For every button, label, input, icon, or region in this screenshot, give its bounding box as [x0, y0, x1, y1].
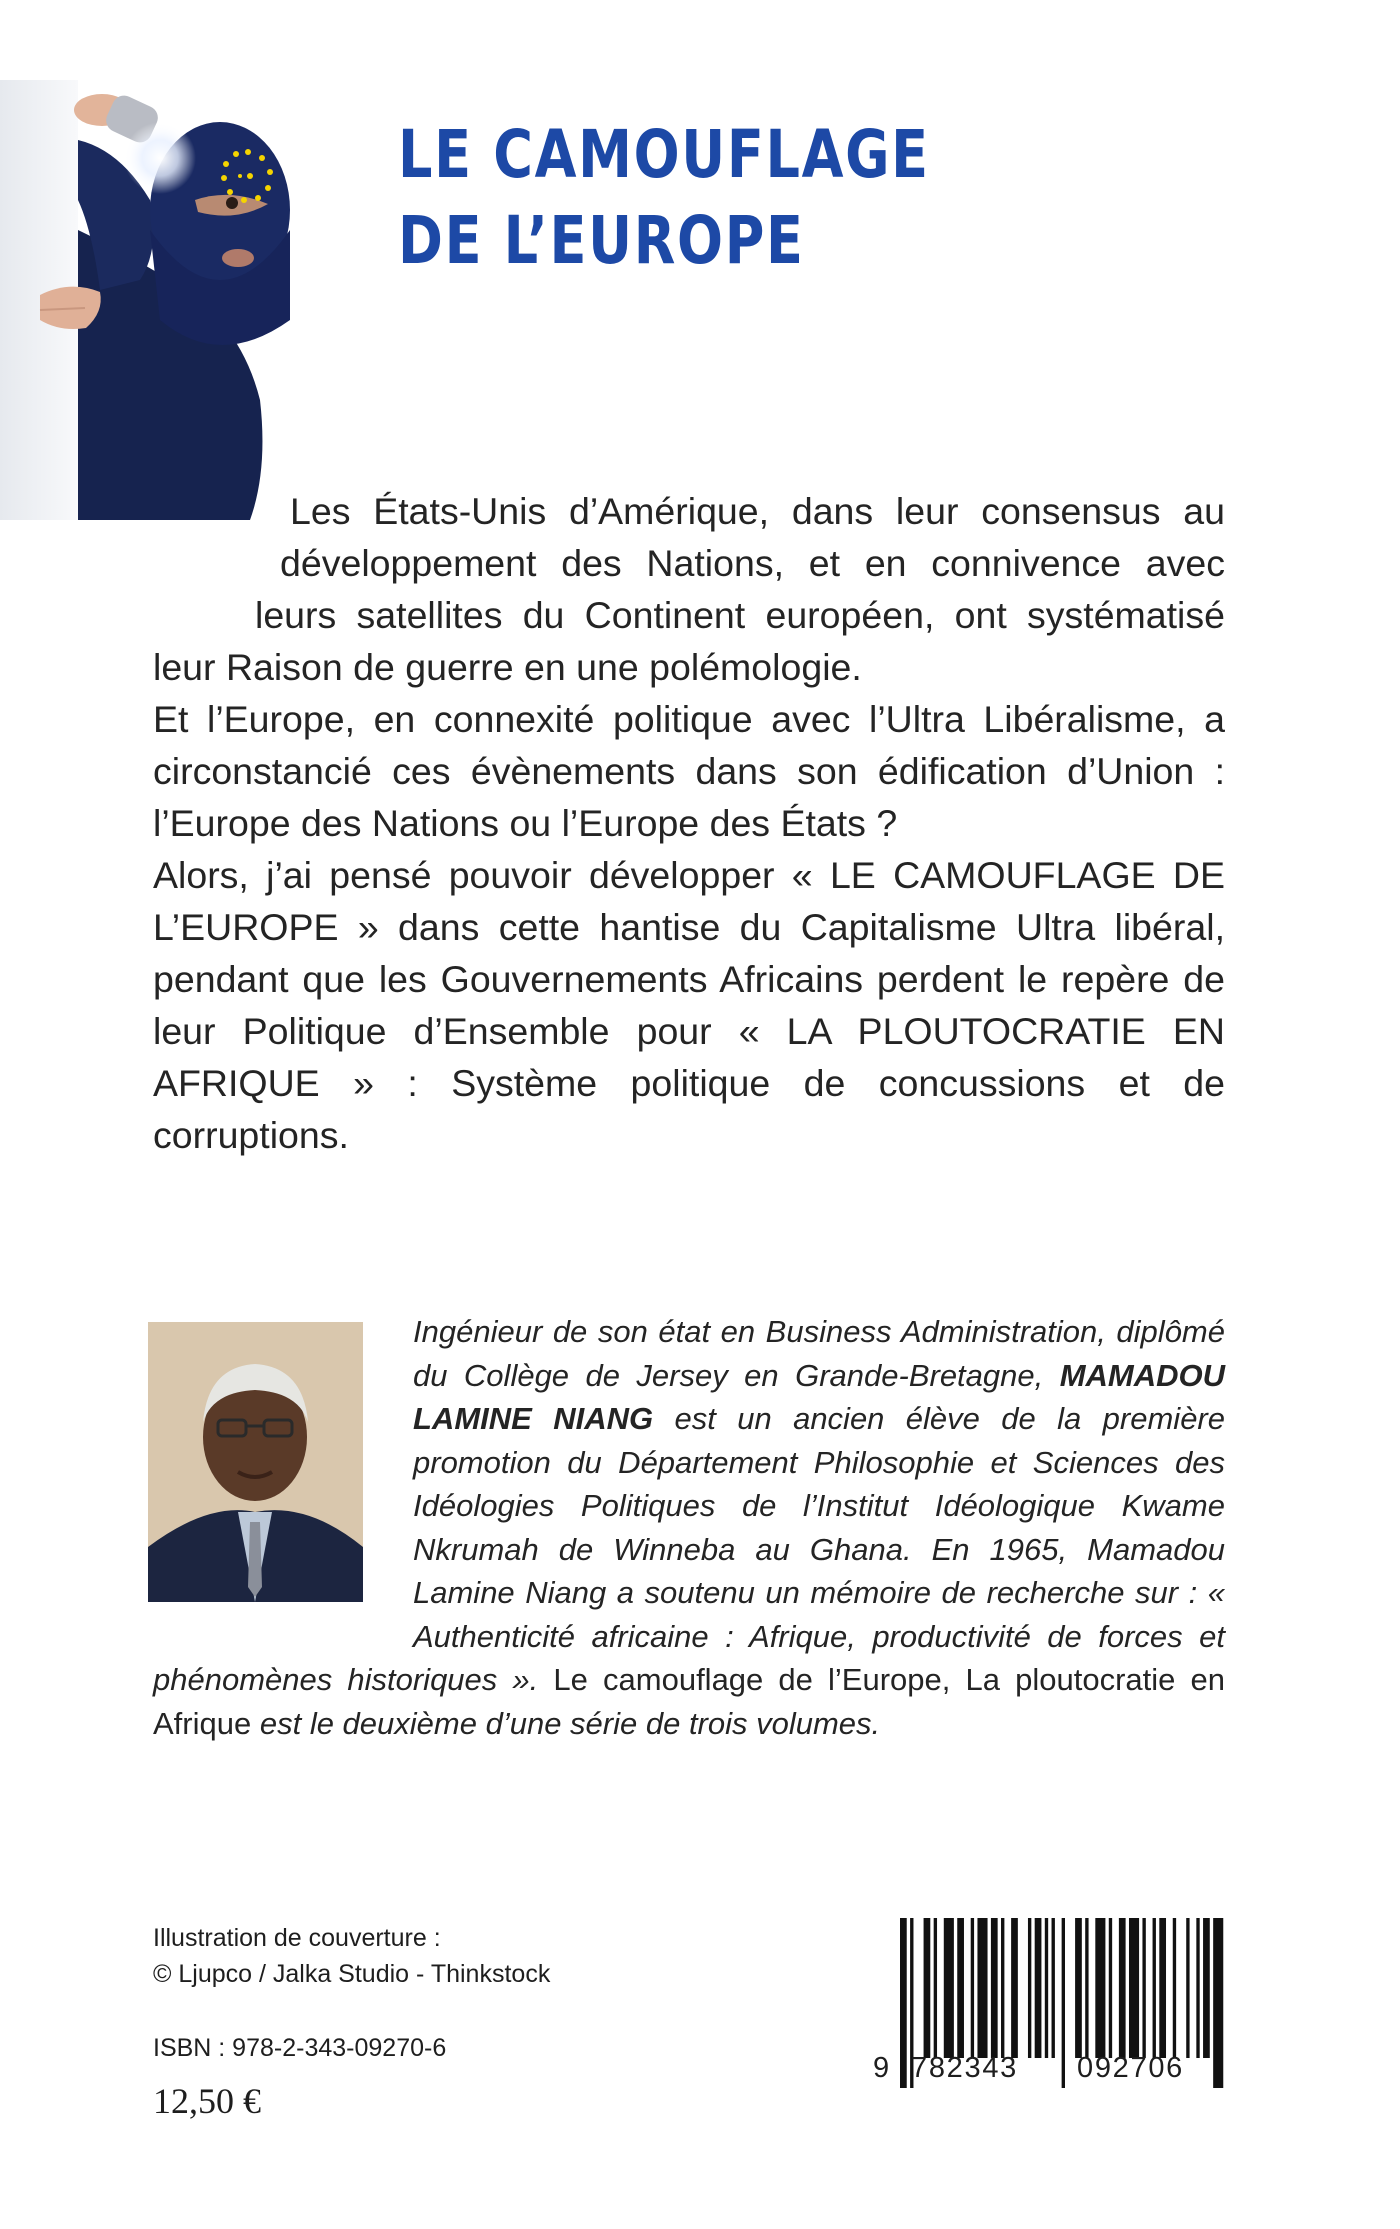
bio-part-2: est un ancien élève de la première promotion du Département Philosophie et Sciences des Idéologies Politiques de l’Institut Idéologique Kwame Nkrumah de Winneba au Ghana. En 1965, Mamadou Lamine Niang a soutenu un mémoire de recherche sur : « Authenticité africaine : Afrique, productivité de forces et phénomènes historiques ».: [153, 1401, 1225, 1697]
author-biography: [153, 1310, 1225, 1745]
title-line-2: DE L’EUROPE: [398, 202, 805, 279]
blurb-line: leur Raison de guerre en une polémologie.: [153, 646, 862, 688]
blurb-paragraph-2: Et l’Europe, en connexité politique avec l’Ultra Libéralisme, a circonstancié ces évènements dans son édification d’Union : l’Europe des Nations ou l’Europe des États ?: [153, 698, 1225, 844]
isbn-text: ISBN : 978-2-343-09270-6: [153, 2034, 447, 2062]
barcode-bar: [900, 1918, 907, 2088]
barcode-bar: [934, 1918, 937, 2058]
credits-value: © Ljupco / Jalka Studio - Thinkstock: [153, 1960, 551, 1988]
barcode-bar: [1085, 1918, 1088, 2058]
credits-label: Illustration de couverture :: [153, 1924, 441, 1952]
barcode-bar: [991, 1918, 998, 2058]
title-line-1: LE CAMOUFLAGE: [398, 116, 930, 193]
barcode-bar: [1196, 1918, 1199, 2058]
cover-credits: [153, 1920, 550, 1992]
book-title: [398, 112, 930, 284]
bio-part-1: Ingénieur de son état en Business Administration, diplômé du Collège de Jersey en Grande-Bretagne,: [413, 1314, 1225, 1393]
barcode-bar: [1119, 1918, 1126, 2058]
price-text: 12,50 €: [153, 2081, 261, 2121]
barcode-bar: [944, 1918, 954, 2058]
barcode-bar: [1028, 1918, 1031, 2058]
barcode-left-group: 782343: [911, 2052, 1018, 2084]
barcode-bar: [1062, 1918, 1065, 2088]
barcode-bar: [957, 1918, 964, 2058]
back-cover-blurb: [153, 485, 1225, 1161]
barcode-bar: [1129, 1918, 1139, 2058]
barcode-bar: [1001, 1918, 1004, 2058]
barcode-bar: [1075, 1918, 1082, 2058]
blurb-line: Les États-Unis d’Amérique, dans leur consensus au: [290, 490, 1225, 532]
barcode-bar: [1153, 1918, 1156, 2058]
barcode-lead-digit: 9: [873, 2052, 891, 2084]
photo-spacer: [153, 1310, 413, 1655]
barcode-right-group: 092706: [1077, 2052, 1184, 2084]
bio-part-3: Le camouflage de l’Europe, La ploutocratie en Afrique: [153, 1662, 1225, 1741]
barcode-bar: [1035, 1918, 1042, 2058]
barcode-bar: [1095, 1918, 1105, 2058]
blurb-line: développement des Nations, et en connivence avec: [280, 542, 1225, 584]
barcode-bar: [1203, 1918, 1210, 2058]
barcode-bar: [1045, 1918, 1048, 2058]
masked-figure-illustration: [0, 80, 300, 520]
barcode-bar: [1213, 1918, 1223, 2088]
bio-part-4: est le deuxième d’une série de trois volumes.: [251, 1705, 881, 1741]
blurb-paragraph-1: [153, 485, 1225, 693]
barcode-bar: [1109, 1918, 1112, 2058]
barcode-bar: [1186, 1918, 1189, 2058]
blurb-line: leurs satellites du Continent européen, ont systématisé: [255, 594, 1225, 636]
barcode-bar: [1052, 1918, 1055, 2058]
barcode-bar: [924, 1918, 931, 2058]
barcode-bar: [1142, 1918, 1145, 2058]
barcode-bar: [1173, 1918, 1176, 2058]
blurb-paragraph-3: Alors, j’ai pensé pouvoir développer « LE CAMOUFLAGE DE L’EUROPE » dans cette hantise du Capitalisme Ultra libéral, pendant que les Gouvernements Africains perdent le repère de leur Politique d’Ensemble pour « LA PLOUTOCRATIE EN AFRIQUE » : Système politique de concussions et de corruptions.: [153, 854, 1225, 1156]
barcode-bar: [977, 1918, 987, 2058]
barcode-bar: [1159, 1918, 1166, 2058]
barcode-bar: [971, 1918, 974, 2058]
barcode-bar: [1011, 1918, 1018, 2058]
author-name: MAMADOU LAMINE NIANG: [413, 1357, 1225, 1436]
